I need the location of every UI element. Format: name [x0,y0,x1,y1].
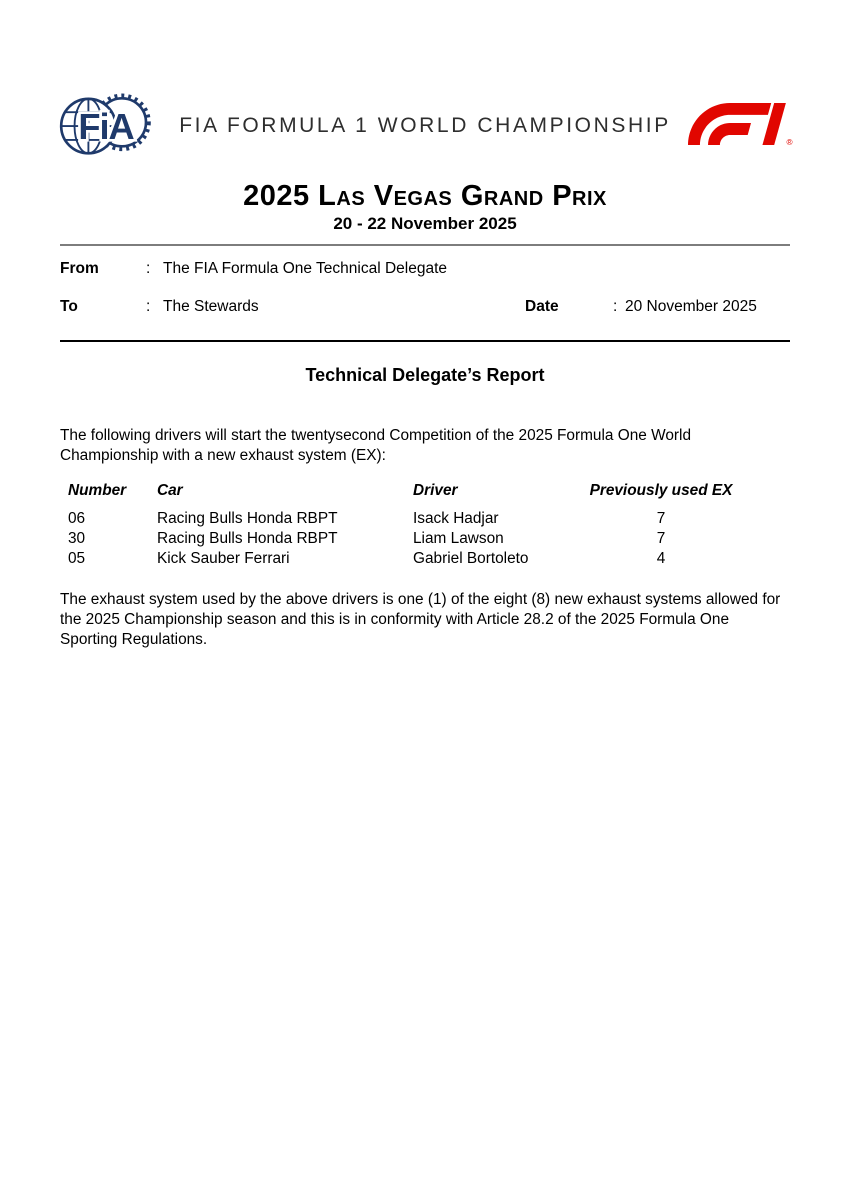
f1-logo-icon [688,103,794,145]
to-colon: : [146,298,151,315]
event-title: 2025 Las Vegas Grand Prix [243,180,607,212]
table-row [68,509,790,529]
table-row [68,549,790,569]
cell-driver: Liam Lawson [413,530,504,548]
closing-paragraph: The exhaust system used by the above drivers is one (1) of the eight (8) new exhaust systems allowed for the 2025 Championship season and this is in conformity with Article 28.2 of the 2025 Formula One Sporting Regulations. [60,591,781,649]
date-colon: : [613,298,618,315]
divider-bottom [60,340,790,342]
from-value: The FIA Formula One Technical Delegate [163,260,448,277]
event-dates: 20 - 22 November 2025 [333,214,517,233]
to-row [60,297,790,317]
to-label: To [60,298,78,315]
date-value: 20 November 2025 [625,298,757,315]
from-label: From [60,260,99,277]
cell-previously-used: 7 [656,510,666,528]
intro-paragraph: The following drivers will start the twentysecond Competition of the 2025 Formula One World Championship with a new exhaust system (EX): [60,427,692,464]
column-header-driver: Driver [413,482,458,500]
meta-section [60,259,790,317]
registered-trademark-icon: ® [786,137,793,145]
column-header-number: Number [68,482,127,500]
column-header-previously-used-ex: Previously used EX [589,482,733,500]
cell-number: 30 [68,530,86,548]
date-label: Date [525,298,559,315]
date-group [525,297,757,317]
report-heading: Technical Delegate’s Report [305,365,545,385]
cell-previously-used: 4 [656,550,666,568]
drivers-table [68,481,790,569]
cell-car: Racing Bulls Honda RBPT [157,510,338,528]
column-header-car: Car [157,482,183,500]
fia-logo-text: FiA [78,105,134,147]
cell-driver: Isack Hadjar [413,510,499,528]
cell-car: Kick Sauber Ferrari [157,550,290,568]
cell-driver: Gabriel Bortoleto [413,550,529,568]
cell-number: 06 [68,510,86,528]
from-colon: : [146,260,151,277]
cell-previously-used: 7 [656,530,666,548]
cell-number: 05 [68,550,86,568]
championship-title: FIA FORMULA 1 WORLD CHAMPIONSHIP [179,114,671,137]
divider-top [60,244,790,246]
table-header-row [68,481,790,501]
from-row [60,259,790,279]
table-row [68,529,790,549]
document-header [60,90,793,156]
to-value: The Stewards [163,298,259,315]
cell-car: Racing Bulls Honda RBPT [157,530,338,548]
